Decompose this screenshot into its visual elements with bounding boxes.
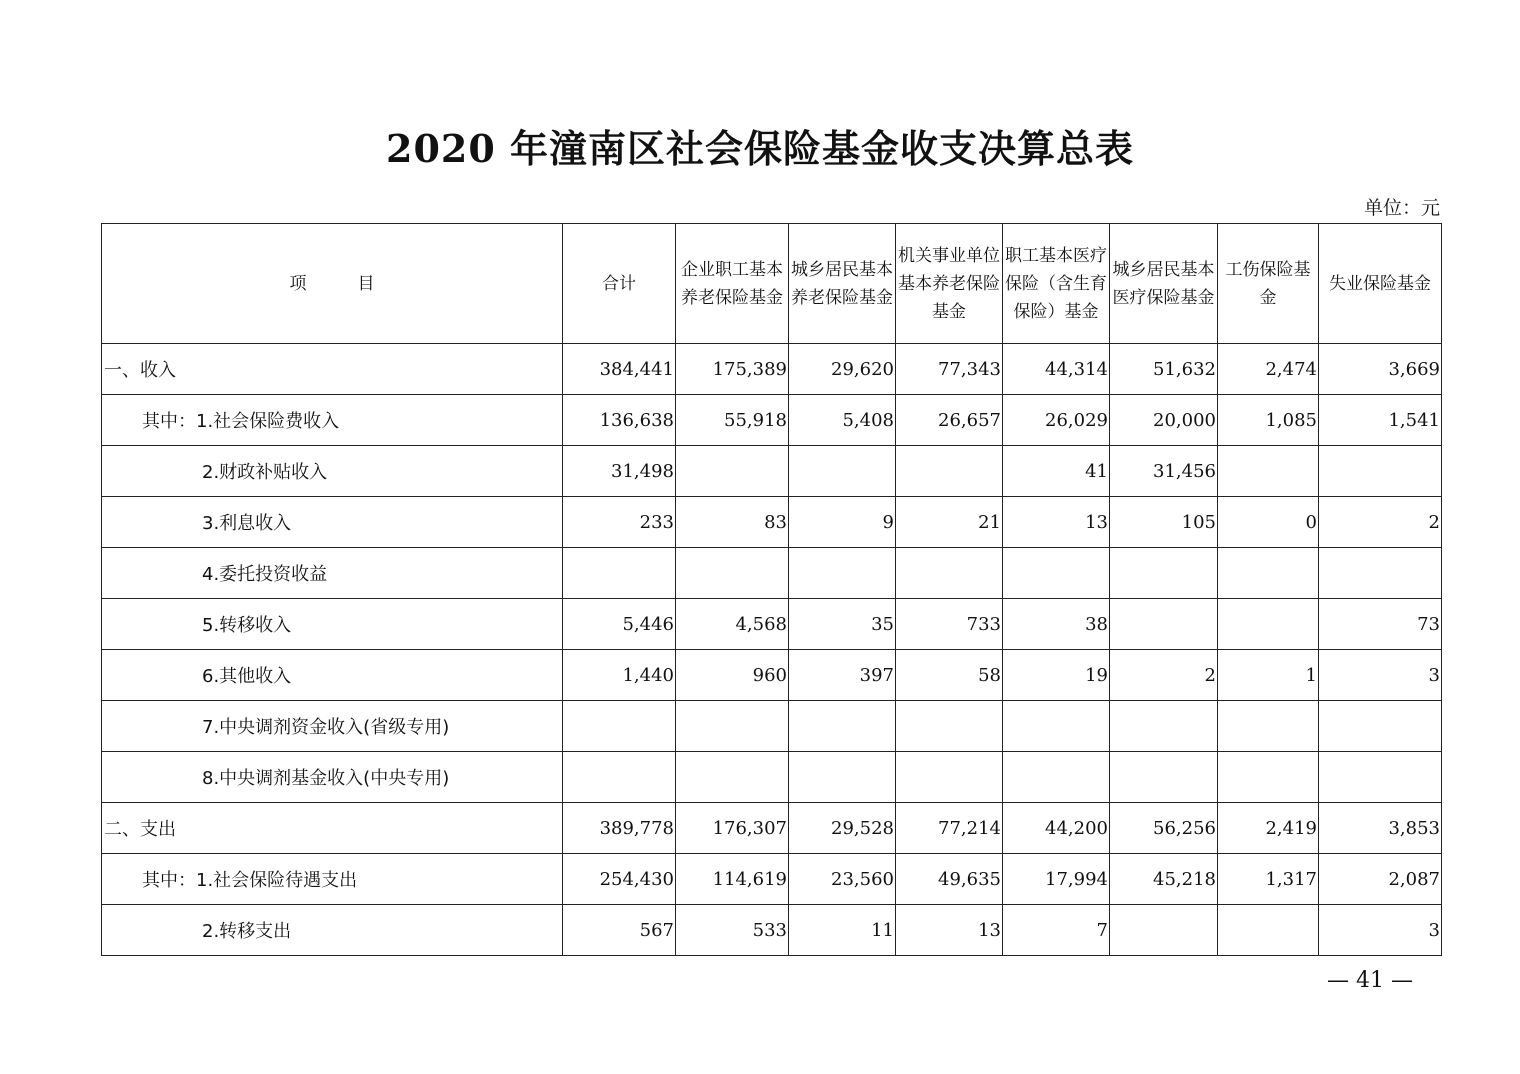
- table-cell: [1110, 599, 1218, 650]
- table-cell: [1218, 905, 1319, 956]
- table-cell: 55,918: [676, 395, 789, 446]
- table-cell: 2: [1110, 650, 1218, 701]
- row-item-label: 二、支出: [102, 803, 563, 854]
- table-cell: [1218, 446, 1319, 497]
- table-cell: 3,669: [1319, 344, 1442, 395]
- table-cell: [896, 701, 1003, 752]
- table-cell: [789, 701, 896, 752]
- header-employee-medical: 职工基本医疗保险（含生育保险）基金: [1003, 224, 1110, 344]
- table-cell: 2: [1319, 497, 1442, 548]
- table-cell: 733: [896, 599, 1003, 650]
- table-cell: 26,657: [896, 395, 1003, 446]
- table-cell: [563, 701, 676, 752]
- table-row: [102, 803, 1442, 854]
- table-cell: [563, 752, 676, 803]
- table-cell: 13: [896, 905, 1003, 956]
- header-institution-pension: 机关事业单位基本养老保险基金: [896, 224, 1003, 344]
- table-cell: 26,029: [1003, 395, 1110, 446]
- table-cell: [1218, 548, 1319, 599]
- table-cell: 44,200: [1003, 803, 1110, 854]
- table-cell: 9: [789, 497, 896, 548]
- table-cell: 49,635: [896, 854, 1003, 905]
- table-cell: 2,087: [1319, 854, 1442, 905]
- table-cell: 1,440: [563, 650, 676, 701]
- table-cell: 5,408: [789, 395, 896, 446]
- row-item-label: 8.中央调剂基金收入(中央专用): [102, 752, 563, 803]
- table-cell: 567: [563, 905, 676, 956]
- table-cell: 2,419: [1218, 803, 1319, 854]
- table-row: [102, 599, 1442, 650]
- table-cell: 1,317: [1218, 854, 1319, 905]
- table-cell: 254,430: [563, 854, 676, 905]
- table-cell: 77,214: [896, 803, 1003, 854]
- table-cell: 105: [1110, 497, 1218, 548]
- table-cell: [1003, 548, 1110, 599]
- table-cell: [563, 548, 676, 599]
- table-cell: [1003, 752, 1110, 803]
- row-item-label: 2.财政补贴收入: [102, 446, 563, 497]
- table-cell: [1110, 701, 1218, 752]
- table-row: [102, 650, 1442, 701]
- header-item: 项 目: [102, 224, 563, 344]
- table-cell: 35: [789, 599, 896, 650]
- table-cell: 5,446: [563, 599, 676, 650]
- document-title: 2020 年潼南区社会保险基金收支决算总表: [386, 126, 1134, 171]
- table-cell: [676, 752, 789, 803]
- unit-label: 单位：元: [1363, 197, 1440, 219]
- row-item-label: 5.转移收入: [102, 599, 563, 650]
- row-item-label: 2.转移支出: [102, 905, 563, 956]
- table-cell: [896, 446, 1003, 497]
- table-cell: 1,541: [1319, 395, 1442, 446]
- table-cell: [676, 548, 789, 599]
- table-cell: 176,307: [676, 803, 789, 854]
- table-cell: [1110, 905, 1218, 956]
- table-cell: 13: [1003, 497, 1110, 548]
- table-cell: 23,560: [789, 854, 896, 905]
- table-cell: [1319, 548, 1442, 599]
- header-enterprise-pension: 企业职工基本养老保险基金: [676, 224, 789, 344]
- table-cell: 7: [1003, 905, 1110, 956]
- table-cell: [1110, 752, 1218, 803]
- header-resident-medical: 城乡居民基本医疗保险基金: [1110, 224, 1218, 344]
- table-cell: [676, 701, 789, 752]
- row-item-label: 6.其他收入: [102, 650, 563, 701]
- table-cell: 960: [676, 650, 789, 701]
- table-cell: 0: [1218, 497, 1319, 548]
- table-cell: 384,441: [563, 344, 676, 395]
- table-cell: 175,389: [676, 344, 789, 395]
- header-total: 合计: [563, 224, 676, 344]
- table-cell: 51,632: [1110, 344, 1218, 395]
- table-row: [102, 446, 1442, 497]
- table-cell: 233: [563, 497, 676, 548]
- table-cell: 31,456: [1110, 446, 1218, 497]
- table-cell: 58: [896, 650, 1003, 701]
- table-cell: 31,498: [563, 446, 676, 497]
- table-cell: [896, 548, 1003, 599]
- table-cell: 19: [1003, 650, 1110, 701]
- table-cell: 21: [896, 497, 1003, 548]
- table-cell: [789, 752, 896, 803]
- table-cell: 77,343: [896, 344, 1003, 395]
- table-cell: [1319, 446, 1442, 497]
- table-cell: 44,314: [1003, 344, 1110, 395]
- table-cell: 1,085: [1218, 395, 1319, 446]
- table-cell: 38: [1003, 599, 1110, 650]
- table-cell: 1: [1218, 650, 1319, 701]
- table-cell: 136,638: [563, 395, 676, 446]
- table-cell: 2,474: [1218, 344, 1319, 395]
- table-cell: 20,000: [1110, 395, 1218, 446]
- table-row: [102, 854, 1442, 905]
- table-cell: [1319, 701, 1442, 752]
- table-cell: [1218, 701, 1319, 752]
- table-cell: 4,568: [676, 599, 789, 650]
- row-item-label: 4.委托投资收益: [102, 548, 563, 599]
- table-cell: 11: [789, 905, 896, 956]
- table-cell: [1003, 701, 1110, 752]
- row-item-label: 其中：1.社会保险待遇支出: [102, 854, 563, 905]
- table-cell: 45,218: [1110, 854, 1218, 905]
- table-cell: [789, 548, 896, 599]
- table-row: [102, 548, 1442, 599]
- table-cell: 29,528: [789, 803, 896, 854]
- table-row: [102, 395, 1442, 446]
- table-cell: [676, 446, 789, 497]
- table-cell: 397: [789, 650, 896, 701]
- table-cell: 3: [1319, 650, 1442, 701]
- table-cell: [1110, 548, 1218, 599]
- row-item-label: 7.中央调剂资金收入(省级专用): [102, 701, 563, 752]
- header-resident-pension: 城乡居民基本养老保险基金: [789, 224, 896, 344]
- header-unemployment: 失业保险基金: [1319, 224, 1442, 344]
- table-cell: [1218, 599, 1319, 650]
- table-cell: 73: [1319, 599, 1442, 650]
- row-item-label: 其中：1.社会保险费收入: [102, 395, 563, 446]
- table-row: [102, 701, 1442, 752]
- table-cell: 83: [676, 497, 789, 548]
- table-cell: 17,994: [1003, 854, 1110, 905]
- table-cell: 389,778: [563, 803, 676, 854]
- table-row: [102, 905, 1442, 956]
- table-cell: 56,256: [1110, 803, 1218, 854]
- table-cell: [1218, 752, 1319, 803]
- row-item-label: 3.利息收入: [102, 497, 563, 548]
- table-cell: 3: [1319, 905, 1442, 956]
- row-item-label: 一、收入: [102, 344, 563, 395]
- table-cell: 41: [1003, 446, 1110, 497]
- fund-table: [101, 223, 1442, 956]
- table-row: [102, 497, 1442, 548]
- table-cell: [896, 752, 1003, 803]
- table-row: [102, 752, 1442, 803]
- table-cell: 533: [676, 905, 789, 956]
- header-injury: 工伤保险基金: [1218, 224, 1319, 344]
- table-cell: 114,619: [676, 854, 789, 905]
- page-number: — 41 —: [1327, 968, 1413, 993]
- table-cell: [1319, 752, 1442, 803]
- header-row: [102, 224, 1442, 344]
- table-cell: 29,620: [789, 344, 896, 395]
- table-cell: [789, 446, 896, 497]
- table-cell: 3,853: [1319, 803, 1442, 854]
- table-row: [102, 344, 1442, 395]
